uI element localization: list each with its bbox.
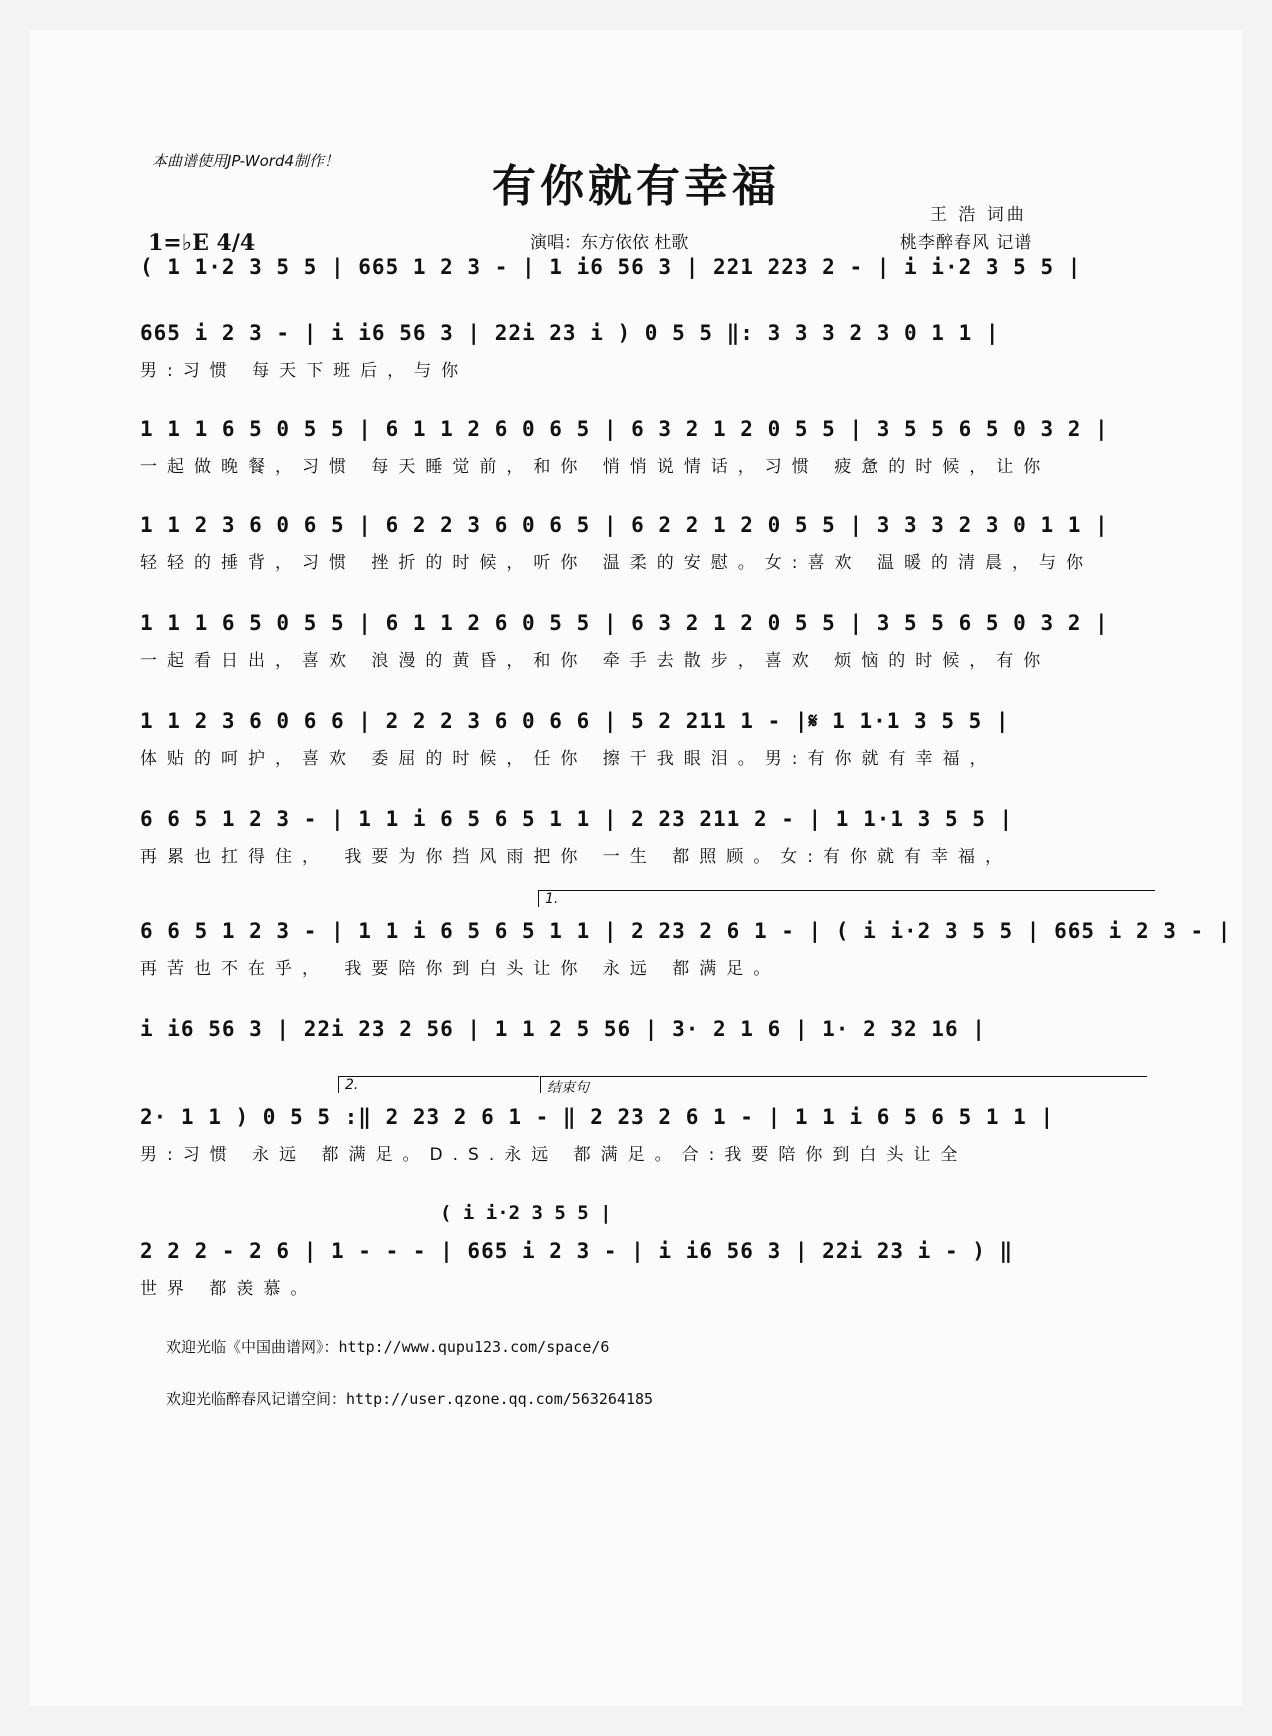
staff-line xyxy=(140,318,1152,381)
second-ending-bracket: 2. xyxy=(338,1076,539,1093)
staff-line xyxy=(140,252,1152,290)
staff-notes: 6 6 5 1 2 3 - | 1 1 i 6 5 6 5 1 1 | 2 23 211 2 - | 1 1·1 3 5 5 | xyxy=(140,807,1014,831)
software-note: 本曲谱使用JP-Word4制作！ xyxy=(152,152,340,170)
staff-lyrics: 世界 都羡慕。 xyxy=(140,1279,318,1299)
footer-link-qupu[interactable]: 欢迎光临《中国曲谱网》：http://www.qupu123.com/space/6 xyxy=(166,1338,610,1356)
staff-notes: 1 1 1 6 5 0 5 5 | 6 1 1 2 6 0 5 5 | 6 3 2 1 2 0 5 5 | 3 5 5 6 5 0 3 2 | xyxy=(140,611,1109,635)
coda-bracket: 结束句 xyxy=(540,1076,1147,1093)
staff-line xyxy=(140,414,1152,477)
staff-line xyxy=(140,1077,1152,1165)
staff-lyrics: 再苦也不在乎， 我要陪你到白头让你 永远 都满足。 xyxy=(140,959,781,979)
staff-notes: i i6 56 3 | 22i 23 2 56 | 1 1 2 5 56 | 3· 2 1 6 | 1· 2 32 16 | xyxy=(140,1017,986,1041)
staff-lyrics: 一起看日出，喜欢 浪漫的黄昏，和你 牵手去散步，喜欢 烦恼的时候，有你 xyxy=(140,651,1051,671)
footer-link-qzone[interactable]: 欢迎光临醉春风记谱空间：http://user.qzone.qq.com/563264185 xyxy=(166,1390,654,1408)
staff-lyrics: 轻轻的捶背，习惯 挫折的时候，听你 温柔的安慰。女:喜欢 温暖的清晨，与你 xyxy=(140,553,1093,573)
staff-lyrics: 再累也扛得住， 我要为你挡风雨把你 一生 都照顾。女:有你就有幸福， xyxy=(140,847,1012,867)
staff-notes: ( 1 1·2 3 5 5 | 665 1 2 3 - | 1 i6 56 3 | 221 223 2 - | i i·2 3 5 5 | xyxy=(140,255,1082,279)
staff-line xyxy=(140,804,1152,867)
staff-line xyxy=(140,706,1152,769)
staff-line xyxy=(140,1014,1152,1052)
lyricist-composer: 王 浩 词曲 xyxy=(930,205,1027,225)
staff-upper-notes: ( i i·2 3 5 5 | xyxy=(440,1202,612,1224)
staff-notes: 2· 1 1 ) 0 5 5 :‖ 2 23 2 6 1 - ‖ 2 23 2 6 1 - | 1 1 i 6 5 6 5 1 1 | xyxy=(140,1105,1055,1129)
staff-lyrics: 一起做晚餐，习惯 每天睡觉前，和你 悄悄说情话，习惯 疲惫的时候，让你 xyxy=(140,457,1051,477)
staff-line xyxy=(140,510,1152,573)
staff-line xyxy=(140,891,1232,979)
song-title: 有你就有幸福 xyxy=(492,161,780,212)
staff-line xyxy=(140,1202,1152,1299)
score-sheet xyxy=(30,30,1242,1706)
key-signature: 1=♭E 4/4 xyxy=(148,230,256,256)
staff-notes: 1 1 1 6 5 0 5 5 | 6 1 1 2 6 0 6 5 | 6 3 2 1 2 0 5 5 | 3 5 5 6 5 0 3 2 | xyxy=(140,417,1109,441)
staff-lyrics: 男:习惯 每天下班后，与你 xyxy=(140,361,469,381)
transcriber: 桃李醉春风 记谱 xyxy=(900,233,1033,253)
staff-lyrics: 男:习惯 永远 都满足。D.S.永远 都满足。合:我要陪你到白头让全 xyxy=(140,1145,968,1165)
staff-notes: 1 1 2 3 6 0 6 6 | 2 2 2 3 6 0 6 6 | 5 2 211 1 - |𝄋 1 1·1 3 5 5 | xyxy=(140,709,1010,733)
staff-line xyxy=(140,608,1152,671)
staff-notes: 1 1 2 3 6 0 6 5 | 6 2 2 3 6 0 6 5 | 6 2 2 1 2 0 5 5 | 3 3 3 2 3 0 1 1 | xyxy=(140,513,1109,537)
staff-notes: 2 2 2 - 2 6 | 1 - - - | 665 i 2 3 - | i i6 56 3 | 22i 23 i - ) ‖ xyxy=(140,1239,1014,1263)
performers: 演唱：东方依依 杜歌 xyxy=(530,233,689,253)
staff-notes: 665 i 2 3 - | i i6 56 3 | 22i 23 i ) 0 5 5 ‖: 3 3 3 2 3 0 1 1 | xyxy=(140,321,1000,345)
staff-notes: 6 6 5 1 2 3 - | 1 1 i 6 5 6 5 1 1 | 2 23 2 6 1 - | ( i i·2 3 5 5 | 665 i 2 3 - | xyxy=(140,919,1232,943)
first-ending-bracket: 1. xyxy=(538,890,1155,907)
staff-lyrics: 体贴的呵护，喜欢 委屈的时候，任你 擦干我眼泪。男:有你就有幸福， xyxy=(140,749,997,769)
